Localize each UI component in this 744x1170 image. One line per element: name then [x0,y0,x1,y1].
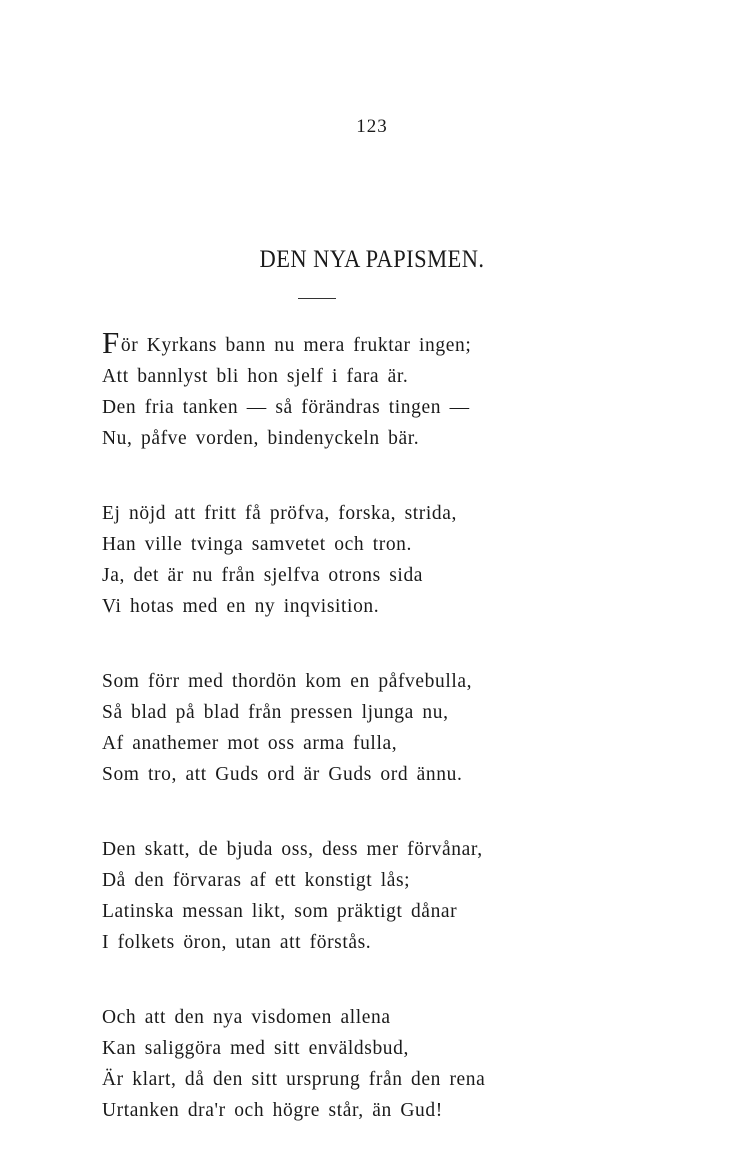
stanza [102,325,702,454]
poem-line: Den fria tanken — så förändras tingen — [102,397,470,418]
stanza [102,498,702,622]
poem-line-text: ör Kyrkans bann nu mera fruktar ingen; [120,335,472,356]
poem-line: Den skatt, de bjuda oss, dess mer förvånar, [102,839,483,860]
drop-cap: F [102,325,120,360]
poem-line: Ja, det är nu från sjelfva otrons sida [102,565,424,586]
poem-line: Som förr med thordön kom en påfvebulla, [102,671,473,692]
poem-line: Då den förvaras af ett konstigt lås; [102,870,411,891]
poem-line: Af anathemer mot oss arma fulla, [102,733,398,754]
poem-line: Att bannlyst bli hon sjelf i fara är. [102,366,409,387]
poem-line: Latinska messan likt, som präktigt dånar [102,901,458,922]
poem-line: Är klart, då den sitt ursprung från den rena [102,1069,486,1090]
page-number: 123 [356,116,388,137]
poem-body [102,325,702,1170]
poem-line: I folkets öron, utan att förstås. [102,932,372,953]
poem-line: Nu, påfve vorden, bindenyckeln bär. [102,428,420,449]
poem-line: Kan saliggöra med sitt enväldsbud, [102,1038,409,1059]
poem-line: Ej nöjd att fritt få pröfva, forska, strida, [102,503,457,524]
poem-line [102,325,702,361]
poem-title: DEN NYA PAPISMEN. [259,246,485,273]
poem-line: Så blad på blad från pressen ljunga nu, [102,702,449,723]
title-divider [298,298,336,299]
poem-line: Och att den nya visdomen allena [102,1007,391,1028]
poem-line: Han ville tvinga samvetet och tron. [102,534,413,555]
poem-line: Vi hotas med en ny inqvisition. [102,596,380,617]
poem-line: Urtanken dra'r och högre står, än Gud! [102,1100,443,1121]
stanza [102,666,702,790]
stanza [102,1002,702,1126]
stanza [102,834,702,958]
poem-line: Som tro, att Guds ord är Guds ord ännu. [102,764,463,785]
